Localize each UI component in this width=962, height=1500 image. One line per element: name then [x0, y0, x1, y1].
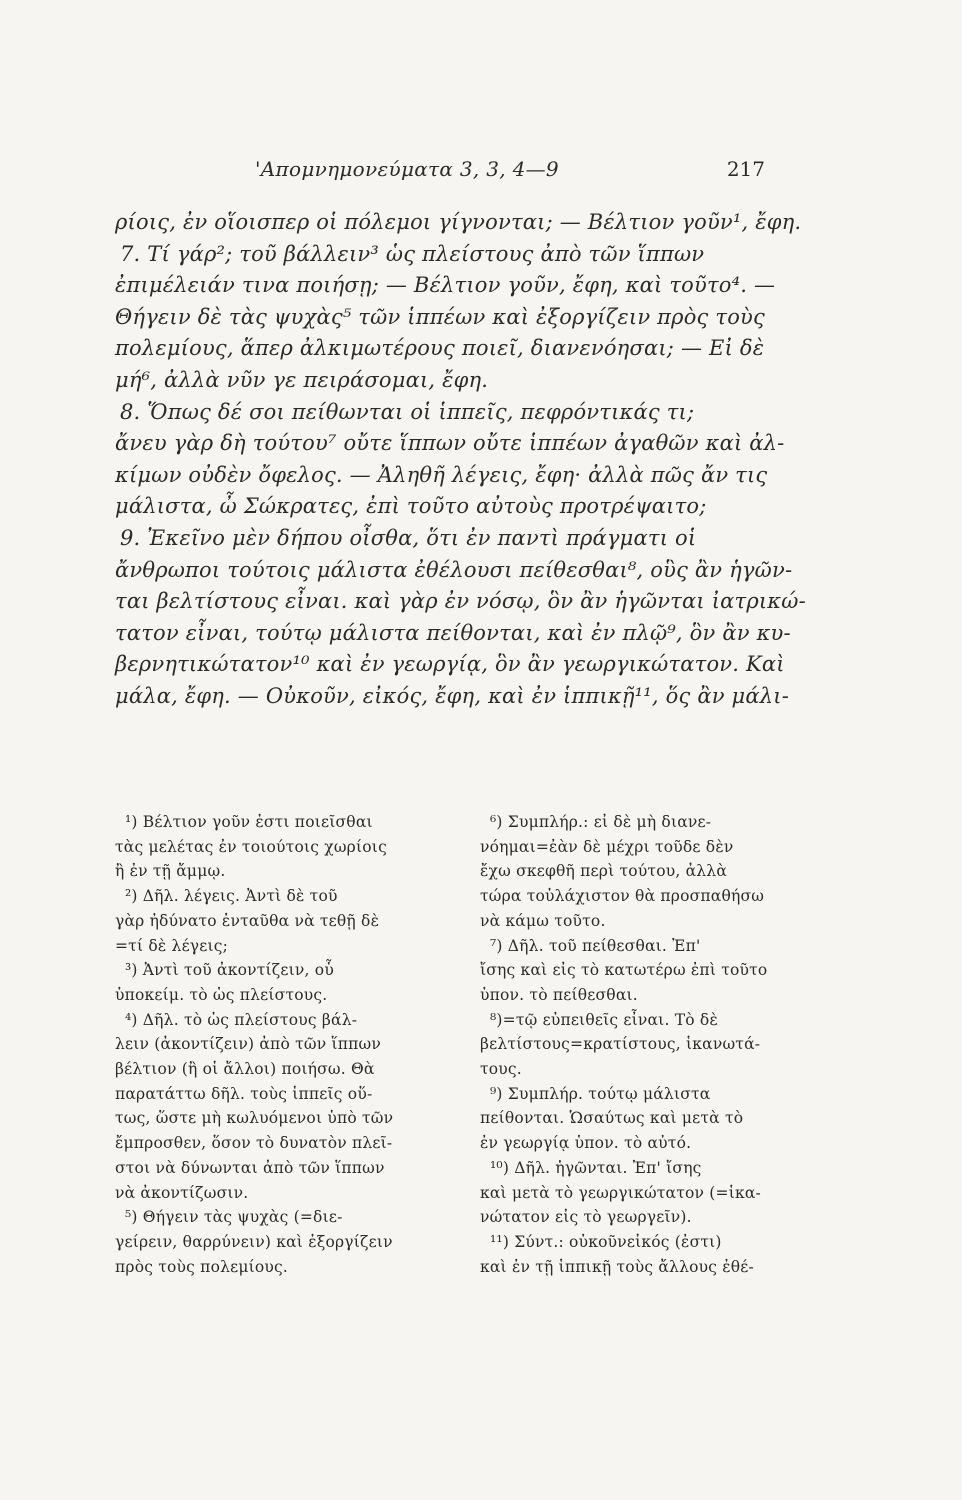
footnote-line: βελτίστους=κρατίστους, ἱκανωτά-: [480, 1035, 761, 1054]
footnote-line: βέλτιον (ἢ οἱ ἄλλοι) ποιήσω. Θὰ: [115, 1060, 375, 1079]
text-line: μή⁶, ἀλλὰ νῦν γε πειράσομαι, ἔφη.: [115, 367, 489, 392]
footnote-line: ἴσης καὶ εἰς τὸ κατωτέρω ἐπὶ τοῦτο: [480, 961, 768, 980]
footnote-line: =τί δὲ λέγεις;: [115, 936, 229, 955]
footnote-line: ἐν γεωργίᾳ ὑπον. τὸ αὐτό.: [480, 1134, 692, 1153]
text-line: ἐπιμέλειάν τινα ποιήσῃ; — Βέλτιον γοῦν, ἔφη, καὶ τοῦτο⁴. —: [115, 273, 776, 298]
footnote-line: ³) Ἀντὶ τοῦ ἀκοντίζειν, οὗ: [125, 961, 334, 980]
footnote-line: ⁸)=τῷ εὐπειθεῖς εἶναι. Τὸ δὲ: [490, 1010, 718, 1029]
footnote-line: πείθονται. Ὡσαύτως καὶ μετὰ τὸ: [480, 1109, 744, 1128]
footnote-line: ¹⁰) Δῆλ. ἡγῶνται. Ἐπ' ἴσης: [490, 1158, 702, 1177]
text-line: 9. Ἐκεῖνο μὲν δήπου οἶσθα, ὅτι ἐν παντὶ πράγματι οἱ: [120, 525, 697, 550]
text-line: μάλιστα, ὦ Σώκρατες, ἐπὶ τοῦτο αὐτοὺς προτρέψαιτο;: [115, 494, 707, 519]
footnote-line: πρὸς τοὺς πολεμίους.: [115, 1257, 289, 1276]
footnote-line: ὑποκείμ. τὸ ὡς πλείστους.: [115, 985, 328, 1004]
footnote-line: τους.: [480, 1060, 522, 1079]
text-line: μάλα, ἔφη. — Οὐκοῦν, εἰκός, ἔφη, καὶ ἐν ἱππικῇ¹¹, ὅς ἂν μάλι-: [115, 683, 790, 708]
footnote-line: ¹¹) Σύντ.: οὐκοῦνεἰκός (ἐστι): [490, 1232, 722, 1251]
footnote-line: ἢ ἐν τῇ ἄμμῳ.: [115, 862, 226, 881]
footnote-line: ἔχω σκεφθῆ περὶ τούτου, ἀλλὰ: [480, 862, 728, 881]
footnote-line: καὶ ἐν τῇ ἱππικῇ τοὺς ἄλλους ἐθέ-: [480, 1257, 754, 1276]
footnote-line: καὶ μετὰ τὸ γεωργικώτατον (=ἱκα-: [480, 1183, 761, 1202]
footnote-line: στοι νὰ δύνωνται ἀπὸ τῶν ἵππων: [115, 1158, 385, 1177]
text-line: 8. Ὅπως δέ σοι πείθωνται οἱ ἱππεῖς, πεφρόντικάς τι;: [120, 399, 695, 424]
footnote-line: ²) Δῆλ. λέγεις. Ἀντὶ δὲ τοῦ: [125, 887, 338, 906]
footnote-line: ⁷) Δῆλ. τοῦ πείθεσθαι. Ἐπ': [490, 936, 701, 955]
text-line: Θήγειν δὲ τὰς ψυχὰς⁵ τῶν ἱππέων καὶ ἐξοργίζειν πρὸς τοὺς: [115, 304, 765, 329]
footnote-line: παρατάττω δῆλ. τοὺς ἱππεῖς οὕ-: [115, 1084, 373, 1103]
page-header: [255, 157, 765, 185]
footnotes-right-column: [480, 810, 780, 1279]
footnote-line: ⁹) Συμπλήρ. τούτῳ μάλιστα: [490, 1084, 711, 1103]
footnote-line: γὰρ ἠδύνατο ἐνταῦθα νὰ τεθῇ δὲ: [115, 911, 380, 930]
footnotes-left-column: [115, 810, 405, 1279]
footnote-line: ⁴) Δῆλ. τὸ ὡς πλείστους βάλ-: [125, 1010, 358, 1029]
text-line: κίμων οὐδὲν ὄφελος. — Ἀληθῆ λέγεις, ἔφη· ἀλλὰ πῶς ἄν τις: [115, 462, 768, 487]
footnote-line: ⁵) Θήγειν τὰς ψυχὰς (=διε-: [125, 1208, 343, 1227]
footnote-line: τώρα τοὐλάχιστον θὰ προσπαθήσω: [480, 887, 765, 906]
footnote-line: νώτατον εἰς τὸ γεωργεῖν).: [480, 1208, 692, 1227]
text-line: πολεμίους, ἅπερ ἀλκιμωτέρους ποιεῖ, διανενόησαι; — Εἰ δὲ: [115, 336, 765, 361]
text-line: βερνητικώτατον¹⁰ καὶ ἐν γεωργίᾳ, ὃν ἂν γεωργικώτατον. Καὶ: [115, 652, 785, 677]
text-line: ἄνευ γὰρ δὴ τούτου⁷ οὔτε ἵππων οὔτε ἱππέων ἀγαθῶν καὶ ἀλ-: [115, 431, 785, 456]
footnote-line: τὰς μελέτας ἐν τοιούτοις χωρίοις: [115, 837, 387, 856]
text-line: ρίοις, ἐν οἵοισπερ οἱ πόλεμοι γίγνονται; — Βέλτιον γοῦν¹, ἔφη.: [115, 210, 802, 234]
running-title: 'Απομνημονεύματα 3, 3, 4—9: [255, 157, 559, 181]
footnote-line: ¹) Βέλτιον γοῦν ἐστι ποιεῖσθαι: [125, 813, 373, 831]
footnote-line: νὰ κάμω τοῦτο.: [480, 911, 606, 930]
main-text: [115, 207, 806, 713]
footnote-line: ⁶) Συμπλήρ.: εἰ δὲ μὴ διανε-: [490, 813, 712, 831]
text-line: ἄνθρωποι τούτοις μάλιστα ἐθέλουσι πείθεσθαι⁸, οὓς ἂν ἡγῶν-: [115, 557, 793, 582]
footnote-line: νόημαι=ἐὰν δὲ μέχρι τοῦδε δὲν: [480, 837, 734, 856]
footnotes: [115, 810, 775, 1350]
text-line: 7. Τί γάρ²; τοῦ βάλλειν³ ὡς πλείστους ἀπὸ τῶν ἵππων: [120, 241, 705, 266]
footnote-line: λειν (ἀκοντίζειν) ἀπὸ τῶν ἵππων: [115, 1035, 381, 1054]
text-line: ται βελτίστους εἶναι. καὶ γὰρ ἐν νόσῳ, ὃν ἂν ἡγῶνται ἰατρικώ-: [115, 589, 806, 614]
footnote-line: τως, ὥστε μὴ κωλυόμενοι ὑπὸ τῶν: [115, 1109, 394, 1128]
footnote-line: νὰ ἀκοντίζωσιν.: [115, 1183, 249, 1202]
text-line: τατον εἶναι, τούτῳ μάλιστα πείθονται, καὶ ἐν πλῷ⁹, ὃν ἂν κυ-: [115, 620, 791, 645]
footnote-line: ἔμπροσθεν, ὅσον τὸ δυνατὸν πλεῖ-: [115, 1134, 393, 1153]
footnote-line: γείρειν, θαρρύνειν) καὶ ἐξοργίζειν: [115, 1232, 393, 1251]
page-number: 217: [726, 157, 765, 181]
footnote-line: ὑπον. τὸ πείθεσθαι.: [480, 985, 638, 1004]
